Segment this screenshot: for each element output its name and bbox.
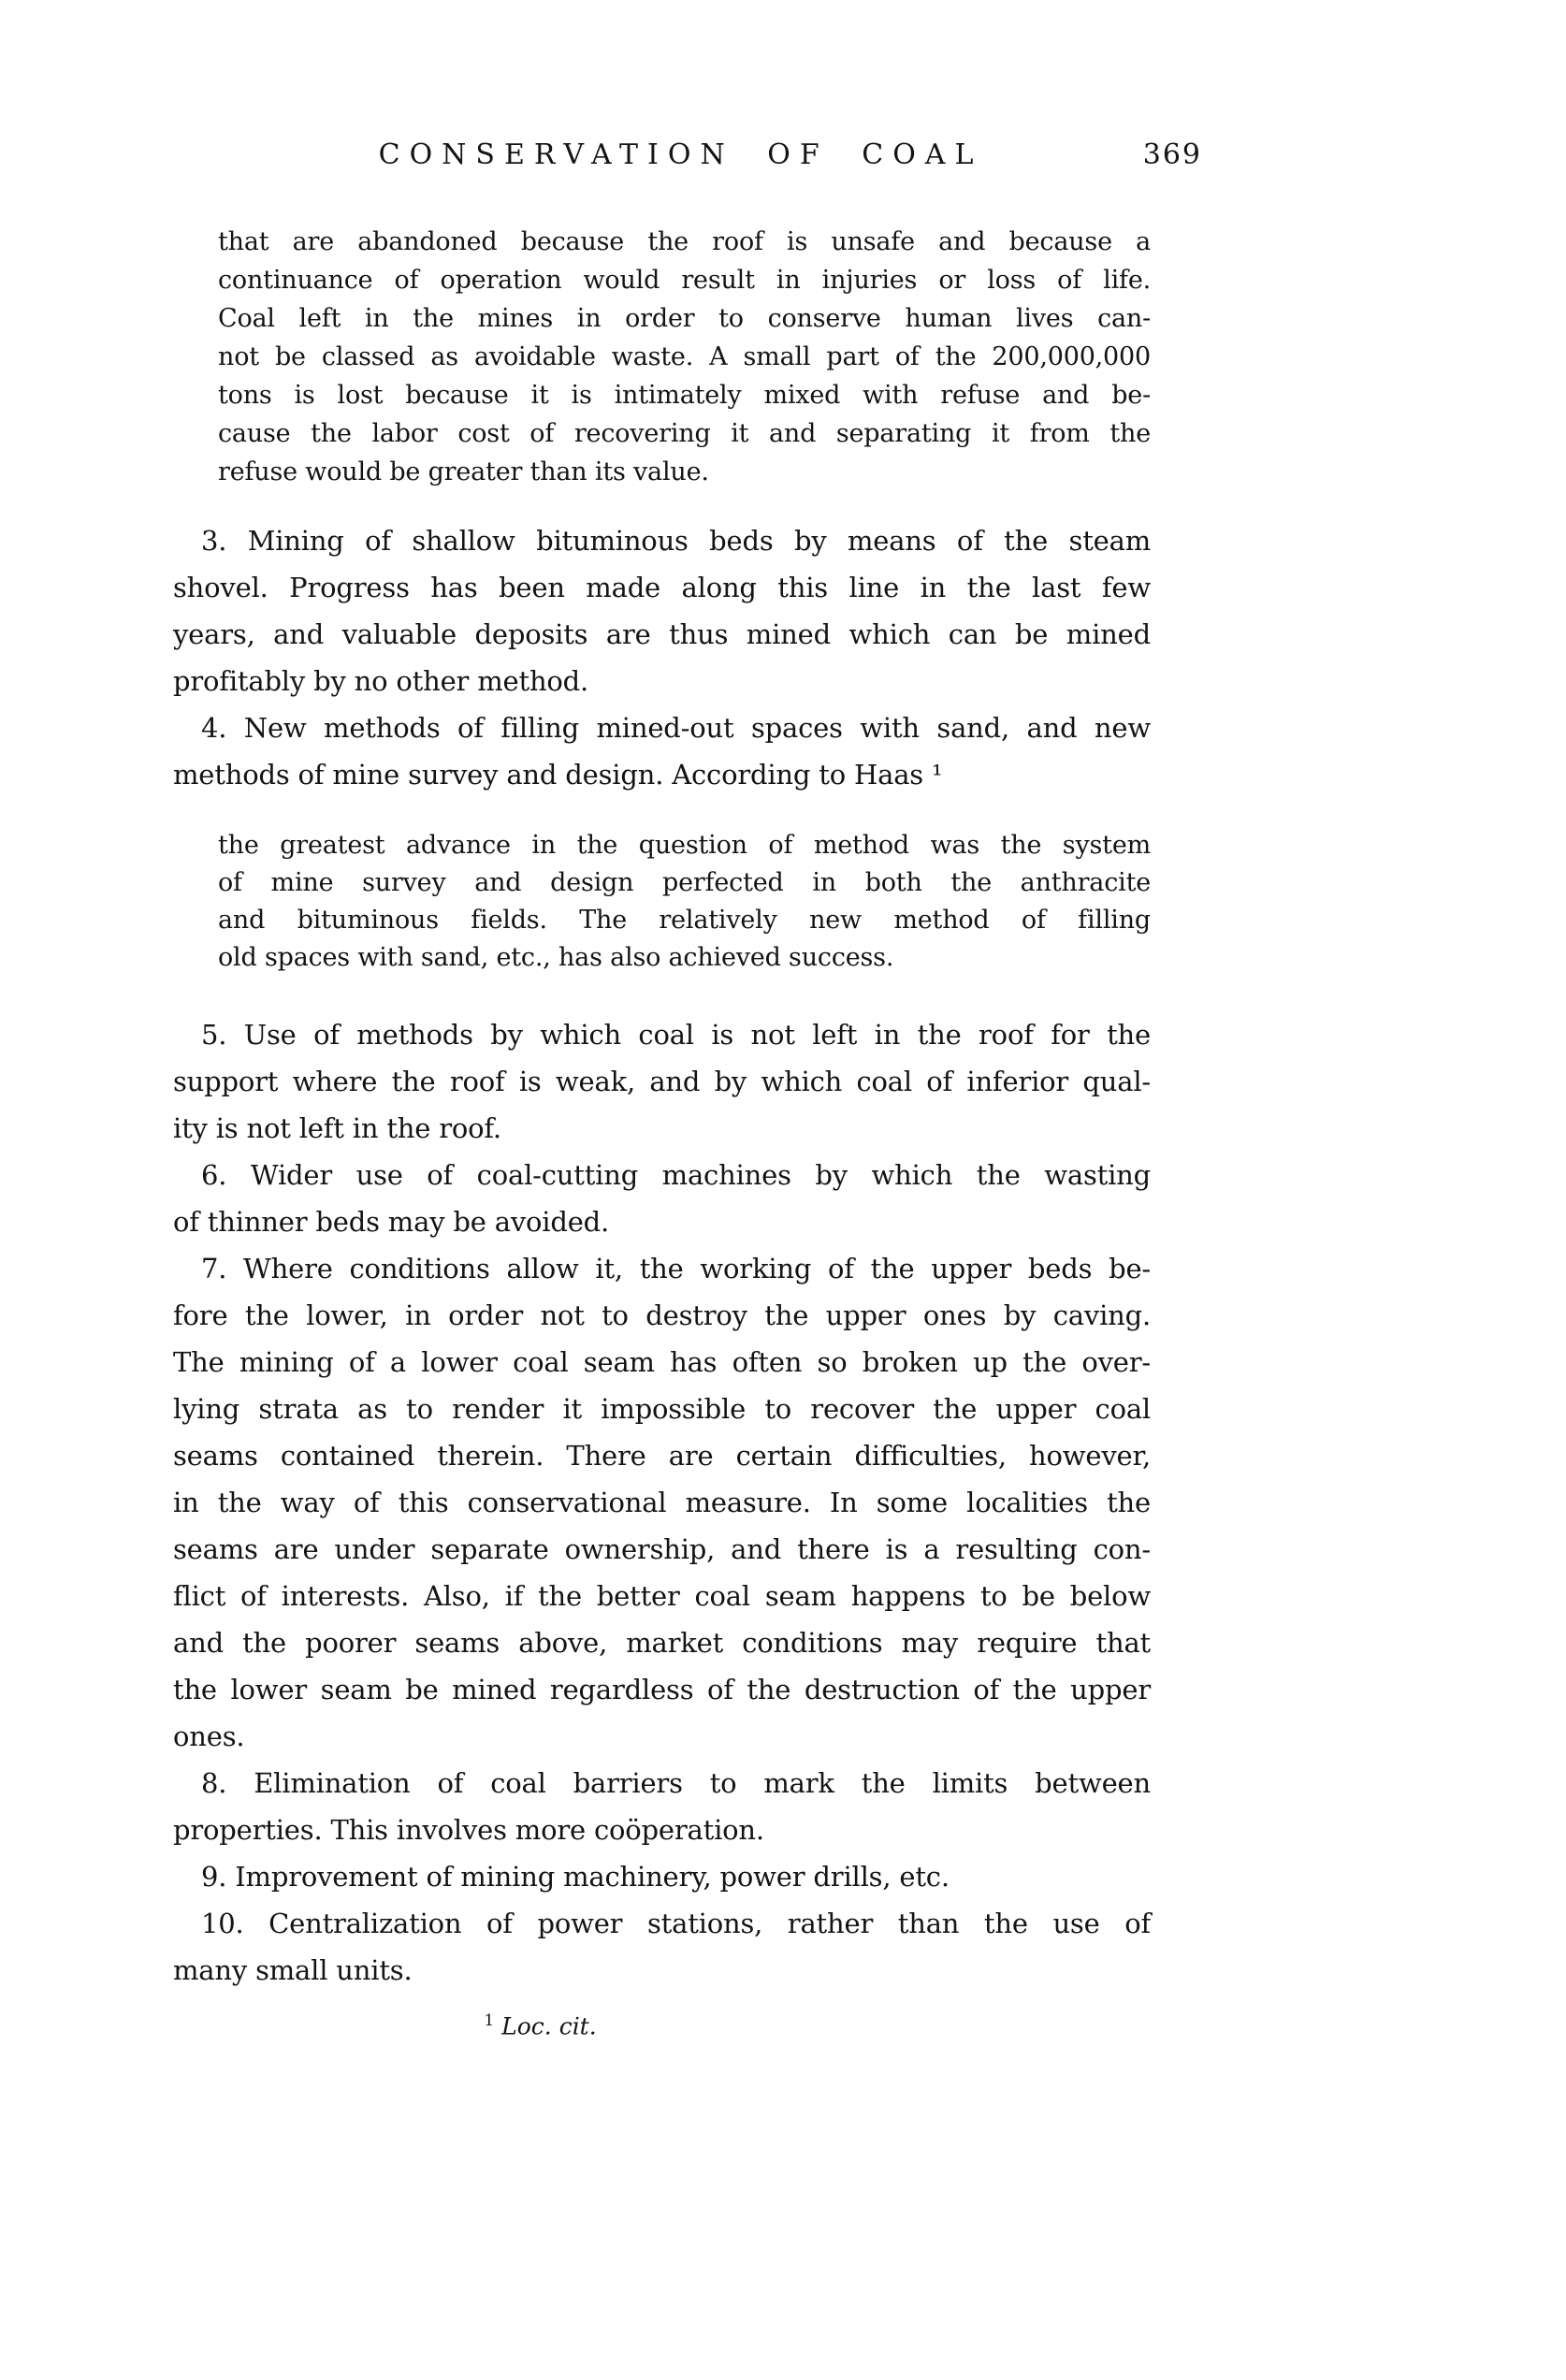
text-line: 10. Centralization of power stations, rather than the use of	[201, 1908, 1151, 1939]
text-line: of thinner beds may be avoided.	[173, 1206, 610, 1238]
text-line: properties. This involves more coöperation.	[173, 1814, 764, 1846]
text-line: flict of interests. Also, if the better coal seam happens to be below	[173, 1580, 1151, 1612]
text-line: 9. Improvement of mining machinery, power drills, etc.	[201, 1861, 950, 1893]
text-line: Coal left in the mines in order to conserve human lives can-	[218, 304, 1151, 333]
text-line: ones.	[173, 1720, 245, 1752]
running-head	[173, 137, 1202, 174]
page-title: CONSERVATION OF COAL	[378, 138, 983, 171]
paragraph-excerpt	[218, 223, 1151, 491]
text-line: the greatest advance in the question of method was the system	[218, 831, 1151, 860]
text-line: 3. Mining of shallow bituminous beds by means of the steam	[201, 525, 1151, 557]
text-line: refuse would be greater than its value.	[218, 457, 709, 486]
footnote-text: Loc. cit.	[501, 2012, 597, 2040]
text-column	[173, 0, 1202, 2040]
page-body	[173, 223, 1151, 1994]
footnote	[173, 2007, 1151, 2040]
text-line: ity is not left in the roof.	[173, 1112, 501, 1144]
text-line: methods of mine survey and design. According to Haas ¹	[173, 759, 943, 791]
text-line: continuance of operation would result in injuries or loss of life.	[218, 266, 1151, 295]
footnote-marker: 1	[484, 2011, 495, 2030]
text-line: tons is lost because it is intimately mixed with refuse and be-	[218, 381, 1151, 410]
text-line: seams are under separate ownership, and there is a resulting con-	[173, 1533, 1151, 1565]
text-line: The mining of a lower coal seam has often so broken up the over-	[173, 1346, 1151, 1378]
text-line: of mine survey and design perfected in both the anthracite	[218, 868, 1151, 897]
page-number: 369	[1142, 138, 1202, 171]
paragraph-body	[173, 517, 1151, 704]
text-line: that are abandoned because the roof is unsafe and because a	[218, 227, 1151, 256]
text-line: fore the lower, in order not to destroy the upper ones by caving.	[173, 1299, 1151, 1331]
paragraph-quote	[218, 827, 1151, 977]
paragraph-body	[173, 1900, 1151, 1994]
paragraph-body	[173, 1152, 1151, 1245]
text-line: years, and valuable deposits are thus mined which can be mined	[173, 618, 1151, 650]
text-line: 6. Wider use of coal-cutting machines by which the wasting	[201, 1159, 1151, 1191]
text-line: old spaces with sand, etc., has also achieved success.	[218, 943, 894, 972]
text-line: support where the roof is weak, and by which coal of inferior qual-	[173, 1066, 1151, 1097]
text-line: 4. New methods of filling mined-out spaces with sand, and new	[201, 712, 1151, 744]
text-line: cause the labor cost of recovering it and separating it from the	[218, 419, 1151, 448]
text-line: shovel. Progress has been made along this line in the last few	[173, 572, 1151, 603]
paragraph-body	[173, 704, 1151, 798]
text-line: 7. Where conditions allow it, the working of the upper beds be-	[201, 1253, 1151, 1284]
text-line: not be classed as avoidable waste. A small part of the 200,000,000	[218, 342, 1151, 371]
text-line: profitably by no other method.	[173, 665, 589, 697]
text-line: and bituminous fields. The relatively new method of filling	[218, 906, 1151, 935]
paragraph-body	[173, 1011, 1151, 1152]
text-line: 5. Use of methods by which coal is not left in the roof for the	[201, 1019, 1151, 1051]
text-line: the lower seam be mined regardless of the destruction of the upper	[173, 1674, 1151, 1705]
text-line: in the way of this conservational measure. In some localities the	[173, 1487, 1151, 1518]
text-line: many small units.	[173, 1954, 413, 1986]
text-line: lying strata as to render it impossible to recover the upper coal	[173, 1393, 1151, 1425]
text-line: seams contained therein. There are certain difficulties, however,	[173, 1440, 1151, 1472]
paragraph-body	[173, 1853, 1151, 1900]
text-line: and the poorer seams above, market conditions may require that	[173, 1627, 1151, 1659]
text-line: 8. Elimination of coal barriers to mark the limits between	[201, 1767, 1151, 1799]
paragraph-body	[173, 1245, 1151, 1760]
paragraph-body	[173, 1760, 1151, 1853]
